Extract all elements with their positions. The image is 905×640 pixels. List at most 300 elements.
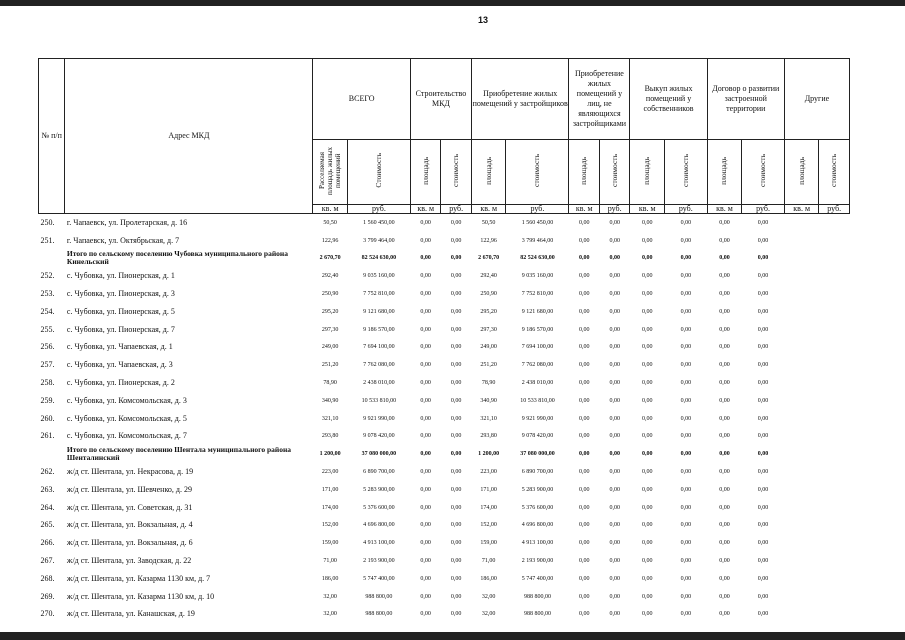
value-cell: 32,00 [481, 611, 496, 618]
value-cell: 0,00 [757, 469, 769, 476]
value-cell: 0,00 [450, 558, 462, 565]
value-cell: 0,00 [578, 237, 590, 244]
empty-cell [819, 214, 850, 232]
value-cell: 250,90 [321, 291, 339, 298]
subheader-cell [441, 140, 471, 205]
value-cell: 0,00 [757, 611, 769, 618]
value-cell: 0,00 [450, 504, 462, 511]
unit-cell: кв. м [784, 205, 819, 214]
value-cell: 0,00 [719, 380, 730, 387]
value-cell: 0,00 [578, 575, 590, 582]
value-cell: 152,00 [321, 522, 339, 529]
value-cell: 0,00 [719, 469, 730, 476]
value-cell: 0,00 [450, 433, 462, 440]
value-cell: 82 524 630,00 [520, 255, 555, 262]
value-cell: 171,00 [321, 486, 339, 493]
value-cell: 0,00 [680, 291, 692, 298]
value-cell: 0,00 [450, 451, 462, 458]
value-cell: 0,00 [420, 397, 431, 404]
value-cell: 5 283 900,00 [521, 486, 554, 493]
value-cell: 7 694 100,00 [363, 344, 395, 351]
value-cell: 0,00 [578, 486, 590, 493]
value-cell: 0,00 [578, 397, 590, 404]
value-cell: 0,00 [609, 575, 620, 582]
value-cell: 0,00 [757, 593, 769, 600]
value-cell: 5 376 600,00 [363, 504, 395, 511]
value-cell: 1 560 450,00 [363, 219, 395, 226]
value-cell: 0,00 [420, 291, 431, 298]
value-cell: 0,00 [757, 486, 769, 493]
value-cell: 0,00 [420, 237, 431, 244]
table-header [39, 59, 850, 214]
value-cell: 37 080 000,00 [520, 451, 555, 458]
value-cell: 5 747 400,00 [363, 575, 395, 582]
value-cell: 0,00 [420, 308, 431, 315]
value-cell: 9 186 570,00 [521, 326, 554, 333]
empty-cell [819, 481, 850, 499]
value-cell: 0,00 [719, 575, 730, 582]
value-cell: 0,00 [609, 504, 620, 511]
value-cell: 0,00 [578, 255, 590, 262]
bottom-border [0, 632, 905, 640]
value-cell: 0,00 [578, 362, 590, 369]
value-cell: 0,00 [641, 486, 653, 493]
subheader-cell [599, 140, 630, 205]
value-cell: 0,00 [420, 219, 431, 226]
value-cell: 9 035 160,00 [521, 273, 554, 280]
value-cell: 0,00 [641, 504, 653, 511]
empty-cell [784, 517, 819, 535]
value-cell: 0,00 [609, 362, 620, 369]
row-number: 269. [40, 591, 55, 601]
value-cell: 0,00 [420, 593, 431, 600]
value-cell: 0,00 [641, 575, 653, 582]
value-cell: 0,00 [609, 522, 620, 529]
row-number: 255. [40, 324, 55, 334]
row-number: 251. [40, 235, 55, 245]
value-cell: 0,00 [757, 380, 769, 387]
value-cell: 0,00 [680, 486, 692, 493]
value-cell: 0,00 [450, 397, 462, 404]
address-cell: с. Чубовка, ул. Пионерская, д. 1 [66, 271, 175, 281]
value-cell: 0,00 [609, 540, 620, 547]
value-cell: 32,00 [481, 593, 496, 600]
row-number: 262. [40, 467, 55, 477]
unit-cell: кв. м [410, 205, 440, 214]
value-cell: 2 193 900,00 [521, 558, 554, 565]
value-cell: 295,20 [480, 308, 497, 315]
value-cell: 0,00 [757, 415, 769, 422]
table-row [39, 481, 850, 499]
value-cell: 71,00 [481, 558, 496, 565]
value-cell: 50,50 [481, 219, 496, 226]
empty-cell [784, 588, 819, 606]
table-row [39, 606, 850, 624]
value-cell: 0,00 [641, 326, 653, 333]
top-border [0, 0, 905, 6]
value-cell: 0,00 [578, 558, 590, 565]
value-cell: 9 921 990,00 [363, 415, 395, 422]
subheader-label: Стоимость [373, 153, 383, 188]
subheader-label: стоимость [451, 154, 461, 187]
value-cell: 0,00 [719, 504, 730, 511]
empty-cell [819, 552, 850, 570]
value-cell: 0,00 [641, 415, 653, 422]
subheader-cell [664, 140, 707, 205]
value-cell: 321,10 [480, 415, 497, 422]
value-cell: 0,00 [757, 397, 769, 404]
value-cell: 0,00 [609, 469, 620, 476]
value-cell: 0,00 [420, 504, 431, 511]
value-cell: 2 438 010,00 [363, 380, 395, 387]
value-cell: 0,00 [420, 415, 431, 422]
value-cell: 1 200,00 [478, 451, 500, 458]
empty-cell [819, 428, 850, 446]
subheader-label: стоимость [532, 154, 542, 187]
value-cell: 0,00 [680, 326, 692, 333]
value-cell: 0,00 [641, 469, 653, 476]
value-cell: 0,00 [578, 611, 590, 618]
value-cell: 9 078 420,00 [363, 433, 395, 440]
table-row [39, 232, 850, 250]
table-row [39, 356, 850, 374]
value-cell: 251,20 [321, 362, 339, 369]
value-cell: 0,00 [641, 451, 653, 458]
value-cell: 0,00 [719, 273, 730, 280]
row-number: 263. [40, 484, 55, 494]
value-cell: 0,00 [680, 308, 692, 315]
address-cell: с. Чубовка, ул. Пионерская, д. 3 [66, 289, 175, 299]
address-cell: с. Чубовка, ул. Комсомольская, д. 5 [66, 413, 187, 423]
value-cell: 7 752 810,00 [521, 291, 554, 298]
row-number: 265. [40, 520, 55, 530]
header-group-construction: Строительство МКД [410, 59, 471, 140]
empty-cell [784, 428, 819, 446]
value-cell: 0,00 [450, 291, 462, 298]
address-cell: ж/д ст. Шентала, ул. Вокзальная, д. 4 [66, 520, 193, 530]
value-cell: 0,00 [420, 255, 431, 262]
value-cell: 174,00 [480, 504, 497, 511]
value-cell: 0,00 [719, 219, 730, 226]
value-cell: 0,00 [578, 219, 590, 226]
empty-cell [819, 534, 850, 552]
value-cell: 0,00 [719, 558, 730, 565]
empty-cell [784, 250, 819, 268]
value-cell: 0,00 [450, 575, 462, 582]
address-cell: г. Чапаевск, ул. Октябрьская, д. 7 [66, 235, 180, 245]
value-cell: 4 913 100,00 [363, 540, 395, 547]
value-cell: 4 913 100,00 [521, 540, 554, 547]
value-cell: 0,00 [757, 522, 769, 529]
value-cell: 0,00 [578, 415, 590, 422]
value-cell: 0,00 [641, 219, 653, 226]
row-number: 267. [40, 556, 55, 566]
empty-cell [819, 410, 850, 428]
value-cell: 0,00 [719, 326, 730, 333]
address-cell: с. Чубовка, ул. Пионерская, д. 7 [66, 324, 175, 334]
row-number: 266. [40, 538, 55, 548]
empty-cell [819, 570, 850, 588]
value-cell: 0,00 [450, 611, 462, 618]
empty-cell [784, 303, 819, 321]
value-cell: 0,00 [719, 540, 730, 547]
unit-cell: руб. [819, 205, 850, 214]
value-cell: 0,00 [680, 593, 692, 600]
value-cell: 0,00 [680, 451, 692, 458]
row-number [39, 445, 65, 463]
value-cell: 0,00 [609, 308, 620, 315]
value-cell: 0,00 [757, 540, 769, 547]
value-cell: 0,00 [641, 308, 653, 315]
table-body [39, 214, 850, 624]
value-cell: 0,00 [757, 326, 769, 333]
value-cell: 0,00 [680, 362, 692, 369]
value-cell: 0,00 [719, 397, 730, 404]
address-cell: ж/д ст. Шентала, ул. Казарма 1130 км, д. 10 [66, 591, 215, 601]
value-cell: 159,00 [321, 540, 339, 547]
value-cell: 295,20 [321, 308, 339, 315]
value-cell: 0,00 [578, 504, 590, 511]
value-cell: 171,00 [480, 486, 497, 493]
address-cell: ж/д ст. Шентала, ул. Советская, д. 31 [66, 502, 193, 512]
value-cell: 37 080 000,00 [361, 451, 397, 458]
value-cell: 249,00 [480, 344, 497, 351]
empty-cell [819, 339, 850, 357]
value-cell: 82 524 630,00 [361, 255, 397, 262]
row-number: 270. [40, 609, 55, 619]
value-cell: 0,00 [420, 451, 431, 458]
value-cell: 321,10 [321, 415, 339, 422]
header-group-other: Другие [784, 59, 849, 140]
value-cell: 0,00 [719, 308, 730, 315]
value-cell: 0,00 [609, 397, 620, 404]
subheader-cell [630, 140, 665, 205]
value-cell: 0,00 [420, 575, 431, 582]
value-cell: 0,00 [420, 362, 431, 369]
value-cell: 6 890 700,00 [363, 469, 395, 476]
value-cell: 0,00 [757, 558, 769, 565]
value-cell: 0,00 [420, 611, 431, 618]
value-cell: 0,00 [719, 486, 730, 493]
value-cell: 0,00 [719, 362, 730, 369]
unit-cell: руб. [347, 205, 410, 214]
unit-cell: кв. м [313, 205, 348, 214]
value-cell: 0,00 [450, 344, 462, 351]
empty-cell [819, 250, 850, 268]
value-cell: 0,00 [757, 273, 769, 280]
value-cell: 292,40 [480, 273, 497, 280]
value-cell: 32,00 [323, 593, 337, 600]
value-cell: 0,00 [641, 291, 653, 298]
empty-cell [819, 303, 850, 321]
value-cell: 0,00 [680, 237, 692, 244]
value-cell: 249,00 [321, 344, 339, 351]
value-cell: 340,90 [321, 397, 339, 404]
value-cell: 7 762 080,00 [521, 362, 554, 369]
value-cell: 3 799 464,00 [363, 237, 395, 244]
table-row [39, 321, 850, 339]
value-cell: 250,90 [480, 291, 497, 298]
empty-cell [784, 214, 819, 232]
row-number: 260. [40, 413, 55, 423]
value-cell: 9 186 570,00 [363, 326, 395, 333]
table-row [39, 552, 850, 570]
table-row [39, 463, 850, 481]
value-cell: 0,00 [719, 344, 730, 351]
value-cell: 10 533 810,00 [361, 397, 397, 404]
value-cell: 0,00 [609, 380, 620, 387]
value-cell: 0,00 [680, 558, 692, 565]
subheader-label: площадь [719, 156, 729, 185]
value-cell: 0,00 [609, 451, 620, 458]
unit-cell: кв. м [707, 205, 742, 214]
value-cell: 0,00 [757, 451, 769, 458]
value-cell: 0,00 [641, 433, 653, 440]
value-cell: 0,00 [609, 219, 620, 226]
subheader-cell [784, 140, 819, 205]
empty-cell [784, 570, 819, 588]
empty-cell [819, 232, 850, 250]
value-cell: 0,00 [641, 611, 653, 618]
address-cell: с. Чубовка, ул. Комсомольская, д. 7 [66, 431, 187, 441]
table-row [39, 517, 850, 535]
value-cell: 0,00 [719, 415, 730, 422]
address-cell: Итого по сельскому поселению Шентала муниципального района Шенталинский [66, 445, 292, 463]
subheader-cell [506, 140, 569, 205]
empty-cell [819, 606, 850, 624]
value-cell: 988 800,00 [365, 611, 393, 618]
value-cell: 159,00 [480, 540, 497, 547]
subheader-label: площадь [642, 156, 652, 185]
empty-cell [784, 267, 819, 285]
empty-cell [784, 552, 819, 570]
table-row [39, 588, 850, 606]
value-cell: 0,00 [450, 273, 462, 280]
empty-cell [784, 481, 819, 499]
empty-cell [784, 339, 819, 357]
address-cell: ж/д ст. Шентала, ул. Канашская, д. 19 [66, 609, 195, 619]
empty-cell [784, 356, 819, 374]
value-cell: 0,00 [450, 219, 462, 226]
value-cell: 7 752 810,00 [363, 291, 395, 298]
address-cell: ж/д ст. Шентала, ул. Шевченко, д. 29 [66, 484, 192, 494]
row-number: 252. [40, 271, 55, 281]
value-cell: 0,00 [719, 237, 730, 244]
value-cell: 293,80 [480, 433, 497, 440]
empty-cell [784, 374, 819, 392]
value-cell: 0,00 [680, 575, 692, 582]
value-cell: 0,00 [719, 451, 730, 458]
value-cell: 0,00 [757, 291, 769, 298]
table-row [39, 392, 850, 410]
value-cell: 0,00 [609, 291, 620, 298]
header-address: Адрес МКД [65, 59, 313, 214]
unit-cell: руб. [742, 205, 785, 214]
value-cell: 0,00 [719, 611, 730, 618]
value-cell: 0,00 [641, 540, 653, 547]
empty-cell [784, 606, 819, 624]
address-cell: с. Чубовка, ул. Пионерская, д. 2 [66, 378, 175, 388]
value-cell: 0,00 [609, 415, 620, 422]
empty-cell [784, 463, 819, 481]
value-cell: 1 200,00 [319, 451, 341, 458]
table-row [39, 374, 850, 392]
value-cell: 0,00 [757, 575, 769, 582]
value-cell: 0,00 [641, 558, 653, 565]
header-num: № п/п [39, 59, 65, 214]
value-cell: 0,00 [578, 326, 590, 333]
value-cell: 0,00 [719, 593, 730, 600]
value-cell: 0,00 [420, 522, 431, 529]
value-cell: 223,00 [480, 469, 497, 476]
table-row [39, 428, 850, 446]
value-cell: 0,00 [609, 558, 620, 565]
value-cell: 0,00 [609, 486, 620, 493]
value-cell: 0,00 [450, 237, 462, 244]
value-cell: 0,00 [450, 380, 462, 387]
value-cell: 0,00 [641, 237, 653, 244]
value-cell: 0,00 [609, 273, 620, 280]
value-cell: 0,00 [641, 362, 653, 369]
value-cell: 0,00 [450, 593, 462, 600]
value-cell: 0,00 [680, 522, 692, 529]
value-cell: 50,50 [323, 219, 337, 226]
value-cell: 0,00 [641, 593, 653, 600]
value-cell: 0,00 [641, 255, 653, 262]
value-cell: 293,80 [321, 433, 339, 440]
table-row [39, 410, 850, 428]
value-cell: 297,30 [480, 326, 497, 333]
resettlement-table [38, 58, 850, 623]
value-cell: 0,00 [578, 469, 590, 476]
unit-cell: руб. [506, 205, 569, 214]
value-cell: 0,00 [757, 504, 769, 511]
empty-cell [819, 267, 850, 285]
address-cell: г. Чапаевск, ул. Пролетарская, д. 16 [66, 217, 188, 227]
value-cell: 0,00 [719, 522, 730, 529]
value-cell: 0,00 [680, 469, 692, 476]
value-cell: 0,00 [609, 344, 620, 351]
value-cell: 0,00 [680, 219, 692, 226]
value-cell: 0,00 [757, 308, 769, 315]
subheader-cell [819, 140, 850, 205]
value-cell: 0,00 [450, 486, 462, 493]
subheader-cell [313, 140, 348, 205]
value-cell: 292,40 [321, 273, 339, 280]
value-cell: 2 670,70 [478, 255, 500, 262]
value-cell: 0,00 [420, 273, 431, 280]
value-cell: 9 921 990,00 [521, 415, 554, 422]
table-row [39, 285, 850, 303]
value-cell: 0,00 [420, 486, 431, 493]
unit-cell: кв. м [630, 205, 665, 214]
value-cell: 7 762 080,00 [363, 362, 395, 369]
empty-cell [819, 588, 850, 606]
value-cell: 0,00 [420, 540, 431, 547]
empty-cell [819, 356, 850, 374]
value-cell: 10 533 810,00 [520, 397, 555, 404]
address-cell: Итого по сельскому поселению Чубовка муниципального района Кинельский [66, 249, 288, 267]
row-number: 261. [40, 431, 55, 441]
row-number: 259. [40, 395, 55, 405]
value-cell: 0,00 [680, 344, 692, 351]
subheader-cell [471, 140, 506, 205]
value-cell: 32,00 [323, 611, 337, 618]
value-cell: 0,00 [609, 611, 620, 618]
value-cell: 0,00 [450, 540, 462, 547]
value-cell: 0,00 [578, 540, 590, 547]
value-cell: 0,00 [578, 273, 590, 280]
